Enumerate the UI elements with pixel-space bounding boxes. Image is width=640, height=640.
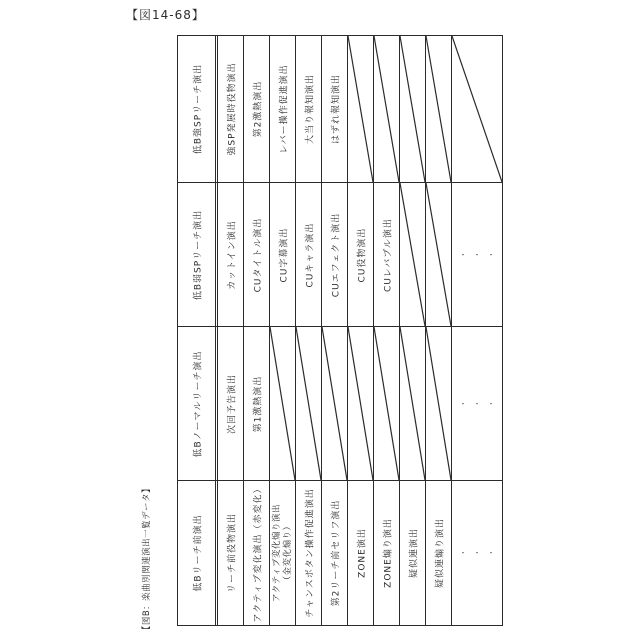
- empty-diagonal-cell: [374, 327, 400, 480]
- table-cell: [322, 36, 348, 182]
- column-header-cell: [178, 36, 218, 182]
- cell-text: CU字幕演出: [279, 227, 289, 282]
- figure-number-title: 【図14-68】: [126, 8, 205, 22]
- cell-text: カットイン演出: [227, 219, 237, 290]
- cell-text: アクティブ変化演出（赤変化）: [253, 483, 263, 623]
- table-cell: [400, 481, 426, 625]
- cell-text: CUタイトル演出: [253, 217, 263, 292]
- column-header-cell: [178, 183, 218, 326]
- table-cell: [322, 481, 348, 625]
- cell-text: 次回予告演出: [227, 373, 237, 434]
- diagonal-slash-line: [400, 327, 425, 480]
- column-header-text: 低B強SPリーチ演出: [193, 63, 203, 155]
- diagonal-slash-line: [374, 327, 399, 480]
- diagonal-slash-line: [270, 327, 295, 480]
- cell-text: CU役物演出: [357, 227, 367, 282]
- cell-text: 大当り報知演出: [305, 73, 315, 145]
- column-header-cell: [178, 481, 218, 625]
- table-cell: [270, 36, 296, 182]
- table-cell: [374, 481, 400, 625]
- cell-text: レバー操作促進演出: [279, 64, 289, 154]
- table-cell: [244, 481, 270, 625]
- cell-text: 疑似連煽り演出: [435, 517, 445, 589]
- cell-text: CUレバブル演出: [383, 217, 393, 292]
- cell-text: ZONE煽り演出: [383, 518, 393, 588]
- related-performance-table: [177, 35, 503, 626]
- table-band-weak-sp: [178, 183, 502, 327]
- table-cell: [348, 183, 374, 326]
- diagonal-slash-line: [400, 183, 425, 326]
- empty-diagonal-cell: [452, 36, 502, 182]
- cell-text: CUキャラ演出: [305, 222, 315, 287]
- diagonal-slash-line: [452, 36, 502, 182]
- cell-text: 第2リーチ前セリフ演出: [331, 499, 341, 607]
- empty-diagonal-cell: [270, 327, 296, 480]
- continuation-dots-cell: [452, 183, 502, 326]
- empty-diagonal-cell: [348, 327, 374, 480]
- table-caption-vertical: 【図B：楽曲別関連演出一覧データ】: [142, 483, 152, 635]
- table-cell: [218, 327, 244, 480]
- cell-text: 第1激熱演出: [253, 375, 263, 432]
- continuation-dots-cell: [452, 327, 502, 480]
- table-cell: [244, 183, 270, 326]
- column-header-cell: [178, 327, 218, 480]
- diagonal-slash-line: [400, 36, 425, 182]
- table-band-strong-sp: [178, 36, 502, 183]
- empty-diagonal-cell: [426, 36, 452, 182]
- diagonal-slash-line: [348, 327, 373, 480]
- table-cell: [218, 36, 244, 182]
- table-cell: [270, 481, 296, 625]
- cell-text: CUエフェクト演出: [331, 212, 341, 297]
- diagonal-slash-line: [426, 183, 451, 326]
- table-cell: [270, 183, 296, 326]
- table-cell: [244, 327, 270, 480]
- cell-text: 疑似連演出: [409, 527, 419, 579]
- table-cell: [218, 481, 244, 625]
- column-header-text: 低Bノーマルリーチ演出: [193, 350, 203, 457]
- table-cell: [296, 481, 322, 625]
- diagonal-slash-line: [348, 36, 373, 182]
- cell-text: チャンスボタン操作促進演出: [305, 488, 315, 618]
- empty-diagonal-cell: [400, 183, 426, 326]
- table-cell: [244, 36, 270, 182]
- cell-text: 強SP発展時役物演出: [227, 62, 237, 156]
- table-cell: [374, 183, 400, 326]
- empty-diagonal-cell: [374, 36, 400, 182]
- diagonal-slash-line: [296, 327, 321, 480]
- diagonal-slash-line: [426, 327, 451, 480]
- table-cell: [218, 183, 244, 326]
- empty-diagonal-cell: [426, 327, 452, 480]
- cell-text: 第2激熱演出: [253, 80, 263, 138]
- table-band-normal-reach: [178, 327, 502, 481]
- empty-diagonal-cell: [400, 327, 426, 480]
- table-cell: [322, 183, 348, 326]
- table-cell: [426, 481, 452, 625]
- cell-text: はずれ報知演出: [331, 73, 341, 145]
- table-band-pre-reach: [178, 481, 502, 625]
- diagonal-slash-line: [374, 36, 399, 182]
- column-header-text: 低Bリーチ前演出: [193, 514, 203, 592]
- table-cell: [348, 481, 374, 625]
- empty-diagonal-cell: [322, 327, 348, 480]
- empty-diagonal-cell: [296, 327, 322, 480]
- cell-text: アクティブ変化煽り演出 （金変化煽り）: [271, 503, 293, 603]
- cell-text: ZONE演出: [357, 528, 367, 578]
- column-header-text: 低B弱SPリーチ演出: [193, 209, 203, 300]
- ellipsis-dots: ・・・: [459, 399, 502, 408]
- empty-diagonal-cell: [426, 183, 452, 326]
- table-cell: [296, 183, 322, 326]
- continuation-dots-cell: [452, 481, 502, 625]
- empty-diagonal-cell: [400, 36, 426, 182]
- cell-text: リーチ前役物演出: [227, 512, 237, 594]
- diagonal-slash-line: [322, 327, 347, 480]
- diagonal-slash-line: [426, 36, 451, 182]
- ellipsis-dots: ・・・: [459, 250, 502, 259]
- ellipsis-dots: ・・・: [459, 549, 502, 557]
- empty-diagonal-cell: [348, 36, 374, 182]
- table-cell: [296, 36, 322, 182]
